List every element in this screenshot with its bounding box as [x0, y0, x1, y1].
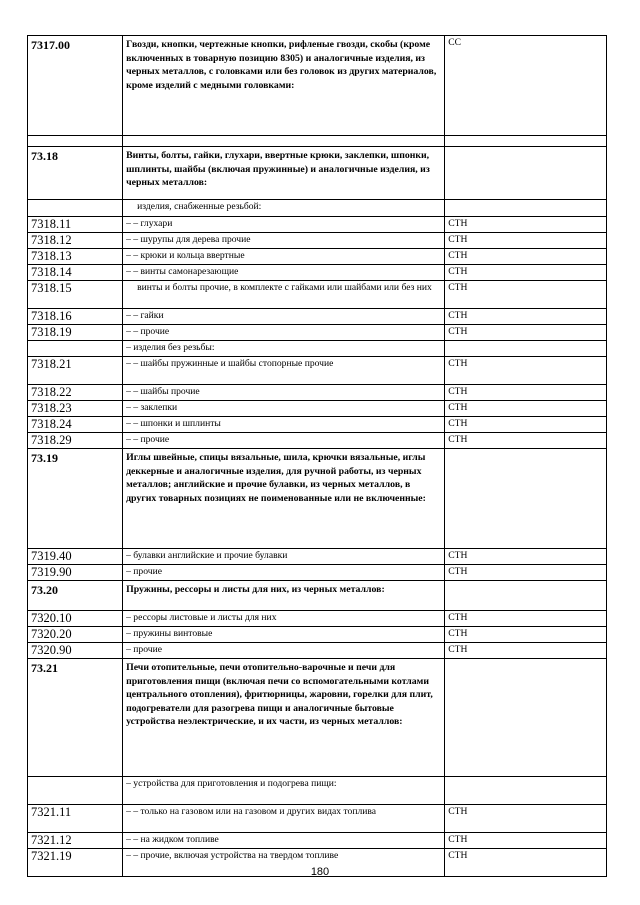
hs-code-cell: [28, 200, 123, 217]
hs-code-cell: 7319.90: [28, 565, 123, 581]
description-cell: – прочие: [123, 643, 445, 659]
table-row: [28, 433, 607, 449]
hs-code-cell: 7318.13: [28, 249, 123, 265]
hs-code-cell: 7318.12: [28, 233, 123, 249]
hs-code-cell: 73.20: [28, 581, 123, 611]
table-row: [28, 200, 607, 217]
description-cell: винты и болты прочие, в комплекте с гайками или шайбами или без них: [123, 281, 445, 309]
hs-code-cell: 7320.20: [28, 627, 123, 643]
hs-code-cell: 7318.29: [28, 433, 123, 449]
table-row: [28, 565, 607, 581]
certification-cell: [445, 200, 607, 217]
description-cell: – – на жидком топливе: [123, 833, 445, 849]
hs-code-cell: 73.19: [28, 449, 123, 549]
description-cell: – – шурупы для дерева прочие: [123, 233, 445, 249]
description-cell: – прочие: [123, 565, 445, 581]
table-row: [28, 833, 607, 849]
table-row: [28, 233, 607, 249]
certification-cell: СТН: [445, 233, 607, 249]
table-row: [28, 309, 607, 325]
certification-cell: [445, 449, 607, 549]
description-cell: – – прочие: [123, 433, 445, 449]
certification-cell: СТН: [445, 549, 607, 565]
description-cell: – – гайки: [123, 309, 445, 325]
certification-cell: СТН: [445, 265, 607, 281]
certification-cell: СТН: [445, 325, 607, 341]
heading-row: [28, 147, 607, 200]
certification-cell: СТН: [445, 833, 607, 849]
description-cell: Иглы швейные, спицы вязальные, шила, крючки вязальные, иглы деккерные и аналогичные изделия, для ручной работы, из черных металлов; английские и прочие булавки, из черных металлов, в других товарных позициях не поименованные или не включенные:: [123, 449, 445, 549]
heading-row: [28, 449, 607, 549]
description-cell: – – шайбы пружинные и шайбы стопорные прочие: [123, 357, 445, 385]
certification-cell: СТН: [445, 611, 607, 627]
description-cell: [123, 136, 445, 147]
table-row: [28, 281, 607, 309]
certification-cell: [445, 147, 607, 200]
hs-code-cell: 73.21: [28, 659, 123, 777]
certification-cell: СТН: [445, 281, 607, 309]
certification-cell: СТН: [445, 401, 607, 417]
table-row: [28, 265, 607, 281]
certification-cell: СТН: [445, 565, 607, 581]
certification-cell: СТН: [445, 217, 607, 233]
hs-code-cell: 73.18: [28, 147, 123, 200]
certification-cell: СТН: [445, 417, 607, 433]
description-cell: Пружины, рессоры и листы для них, из черных металлов:: [123, 581, 445, 611]
certification-cell: СТН: [445, 805, 607, 833]
description-cell: – – прочие: [123, 325, 445, 341]
hs-code-cell: [28, 777, 123, 805]
description-cell: – – крюки и кольца ввертные: [123, 249, 445, 265]
table-row: [28, 627, 607, 643]
table-row: [28, 805, 607, 833]
table-row: [28, 401, 607, 417]
table-row: [28, 325, 607, 341]
certification-cell: СТН: [445, 309, 607, 325]
certification-cell: СТН: [445, 643, 607, 659]
hs-code-cell: 7319.40: [28, 549, 123, 565]
hs-code-cell: 7321.19: [28, 849, 123, 877]
table-row: [28, 341, 607, 357]
certification-cell: СТН: [445, 849, 607, 877]
heading-row: [28, 659, 607, 777]
hs-code-cell: [28, 136, 123, 147]
certification-cell: СТН: [445, 249, 607, 265]
hs-code-cell: 7321.11: [28, 805, 123, 833]
description-cell: – – шпонки и шплинты: [123, 417, 445, 433]
table-row: [28, 643, 607, 659]
hs-code-cell: 7318.15: [28, 281, 123, 309]
certification-cell: [445, 777, 607, 805]
table-row: [28, 417, 607, 433]
certification-cell: СС: [445, 36, 607, 136]
hs-code-cell: 7318.16: [28, 309, 123, 325]
description-cell: – булавки английские и прочие булавки: [123, 549, 445, 565]
hs-code-cell: 7317.00: [28, 36, 123, 136]
hs-code-cell: 7318.22: [28, 385, 123, 401]
description-cell: – – шайбы прочие: [123, 385, 445, 401]
hs-code-cell: 7321.12: [28, 833, 123, 849]
description-cell: Гвозди, кнопки, чертежные кнопки, рифленые гвозди, скобы (кроме включенных в товарную позицию 8305) и аналогичные изделия, из черных металлов, с головками или без головок из других материалов, кроме изделий с медными головками:: [123, 36, 445, 136]
description-cell: – – глухари: [123, 217, 445, 233]
description-cell: – рессоры листовые и листы для них: [123, 611, 445, 627]
certification-cell: [445, 581, 607, 611]
table-row: [28, 777, 607, 805]
hs-code-cell: 7318.21: [28, 357, 123, 385]
description-cell: – – прочие, включая устройства на твердом топливе: [123, 849, 445, 877]
hs-code-cell: 7318.11: [28, 217, 123, 233]
certification-cell: СТН: [445, 385, 607, 401]
certification-cell: [445, 136, 607, 147]
hs-code-cell: 7318.23: [28, 401, 123, 417]
certification-cell: [445, 341, 607, 357]
hs-code-cell: 7318.14: [28, 265, 123, 281]
tariff-table: [27, 35, 607, 877]
table-row: [28, 549, 607, 565]
certification-cell: СТН: [445, 433, 607, 449]
page-number: 180: [310, 866, 330, 878]
description-cell: Печи отопительные, печи отопительно-варочные и печи для приготовления пищи (включая печи со вспомогательными котлами центрального отопления), фритюрницы, жаровни, горелки для плит, подогреватели для разогрева пищи и аналогичные бытовые устройства неэлектрические, и их части, из черных металлов:: [123, 659, 445, 777]
table-row: [28, 357, 607, 385]
hs-code-cell: 7318.24: [28, 417, 123, 433]
description-cell: – – винты самонарезающие: [123, 265, 445, 281]
description-cell: изделия, снабженные резьбой:: [123, 200, 445, 217]
hs-code-cell: [28, 341, 123, 357]
description-cell: – – заклепки: [123, 401, 445, 417]
spacer-row: [28, 136, 607, 147]
hs-code-cell: 7318.19: [28, 325, 123, 341]
heading-row: [28, 36, 607, 136]
description-cell: Винты, болты, гайки, глухари, ввертные крюки, заклепки, шпонки, шплинты, шайбы (включая пружинные) и аналогичные изделия, из черных металлов:: [123, 147, 445, 200]
heading-row: [28, 581, 607, 611]
table-row: [28, 385, 607, 401]
table-row: [28, 611, 607, 627]
certification-cell: СТН: [445, 357, 607, 385]
description-cell: – – только на газовом или на газовом и других видах топлива: [123, 805, 445, 833]
hs-code-cell: 7320.10: [28, 611, 123, 627]
description-cell: – изделия без резьбы:: [123, 341, 445, 357]
table-row: [28, 217, 607, 233]
table-row: [28, 249, 607, 265]
description-cell: – устройства для приготовления и подогрева пищи:: [123, 777, 445, 805]
description-cell: – пружины винтовые: [123, 627, 445, 643]
certification-cell: СТН: [445, 627, 607, 643]
certification-cell: [445, 659, 607, 777]
hs-code-cell: 7320.90: [28, 643, 123, 659]
